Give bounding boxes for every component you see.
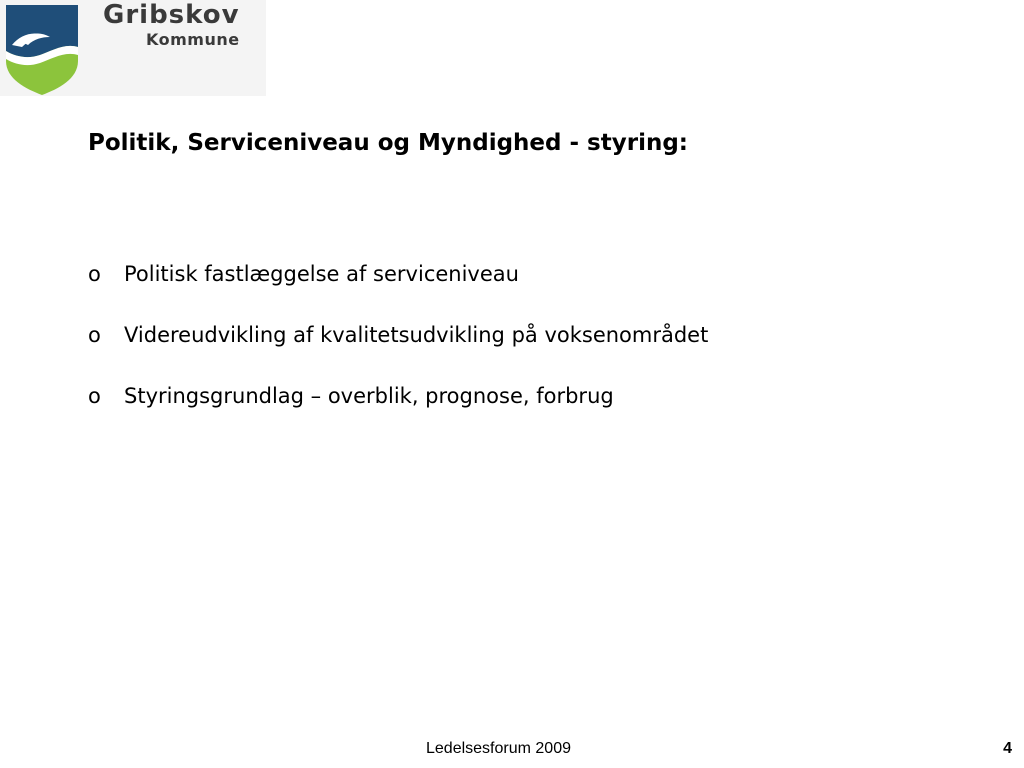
bullet-marker: o xyxy=(88,323,101,347)
bullet-marker: o xyxy=(88,262,101,286)
logo-subtitle-line: Kommune xyxy=(146,30,240,49)
bullet-text: Styringsgrundlag – overblik, prognose, forbrug xyxy=(124,384,614,408)
slide-title: Politik, Serviceniveau og Myndighed - styring: xyxy=(88,130,688,156)
bullet-marker: o xyxy=(88,384,101,408)
bullet-text: Videreudvikling af kvalitetsudvikling på voksenområdet xyxy=(124,323,709,347)
page-number: 4 xyxy=(1003,740,1012,757)
logo-name-line: Gribskov xyxy=(103,0,240,30)
municipality-shield-icon xyxy=(6,5,78,95)
gribskov-kommune-logo xyxy=(0,0,266,96)
bullet-text: Politisk fastlæggelse af serviceniveau xyxy=(124,262,519,286)
footer-text: Ledelsesforum 2009 xyxy=(426,740,571,757)
